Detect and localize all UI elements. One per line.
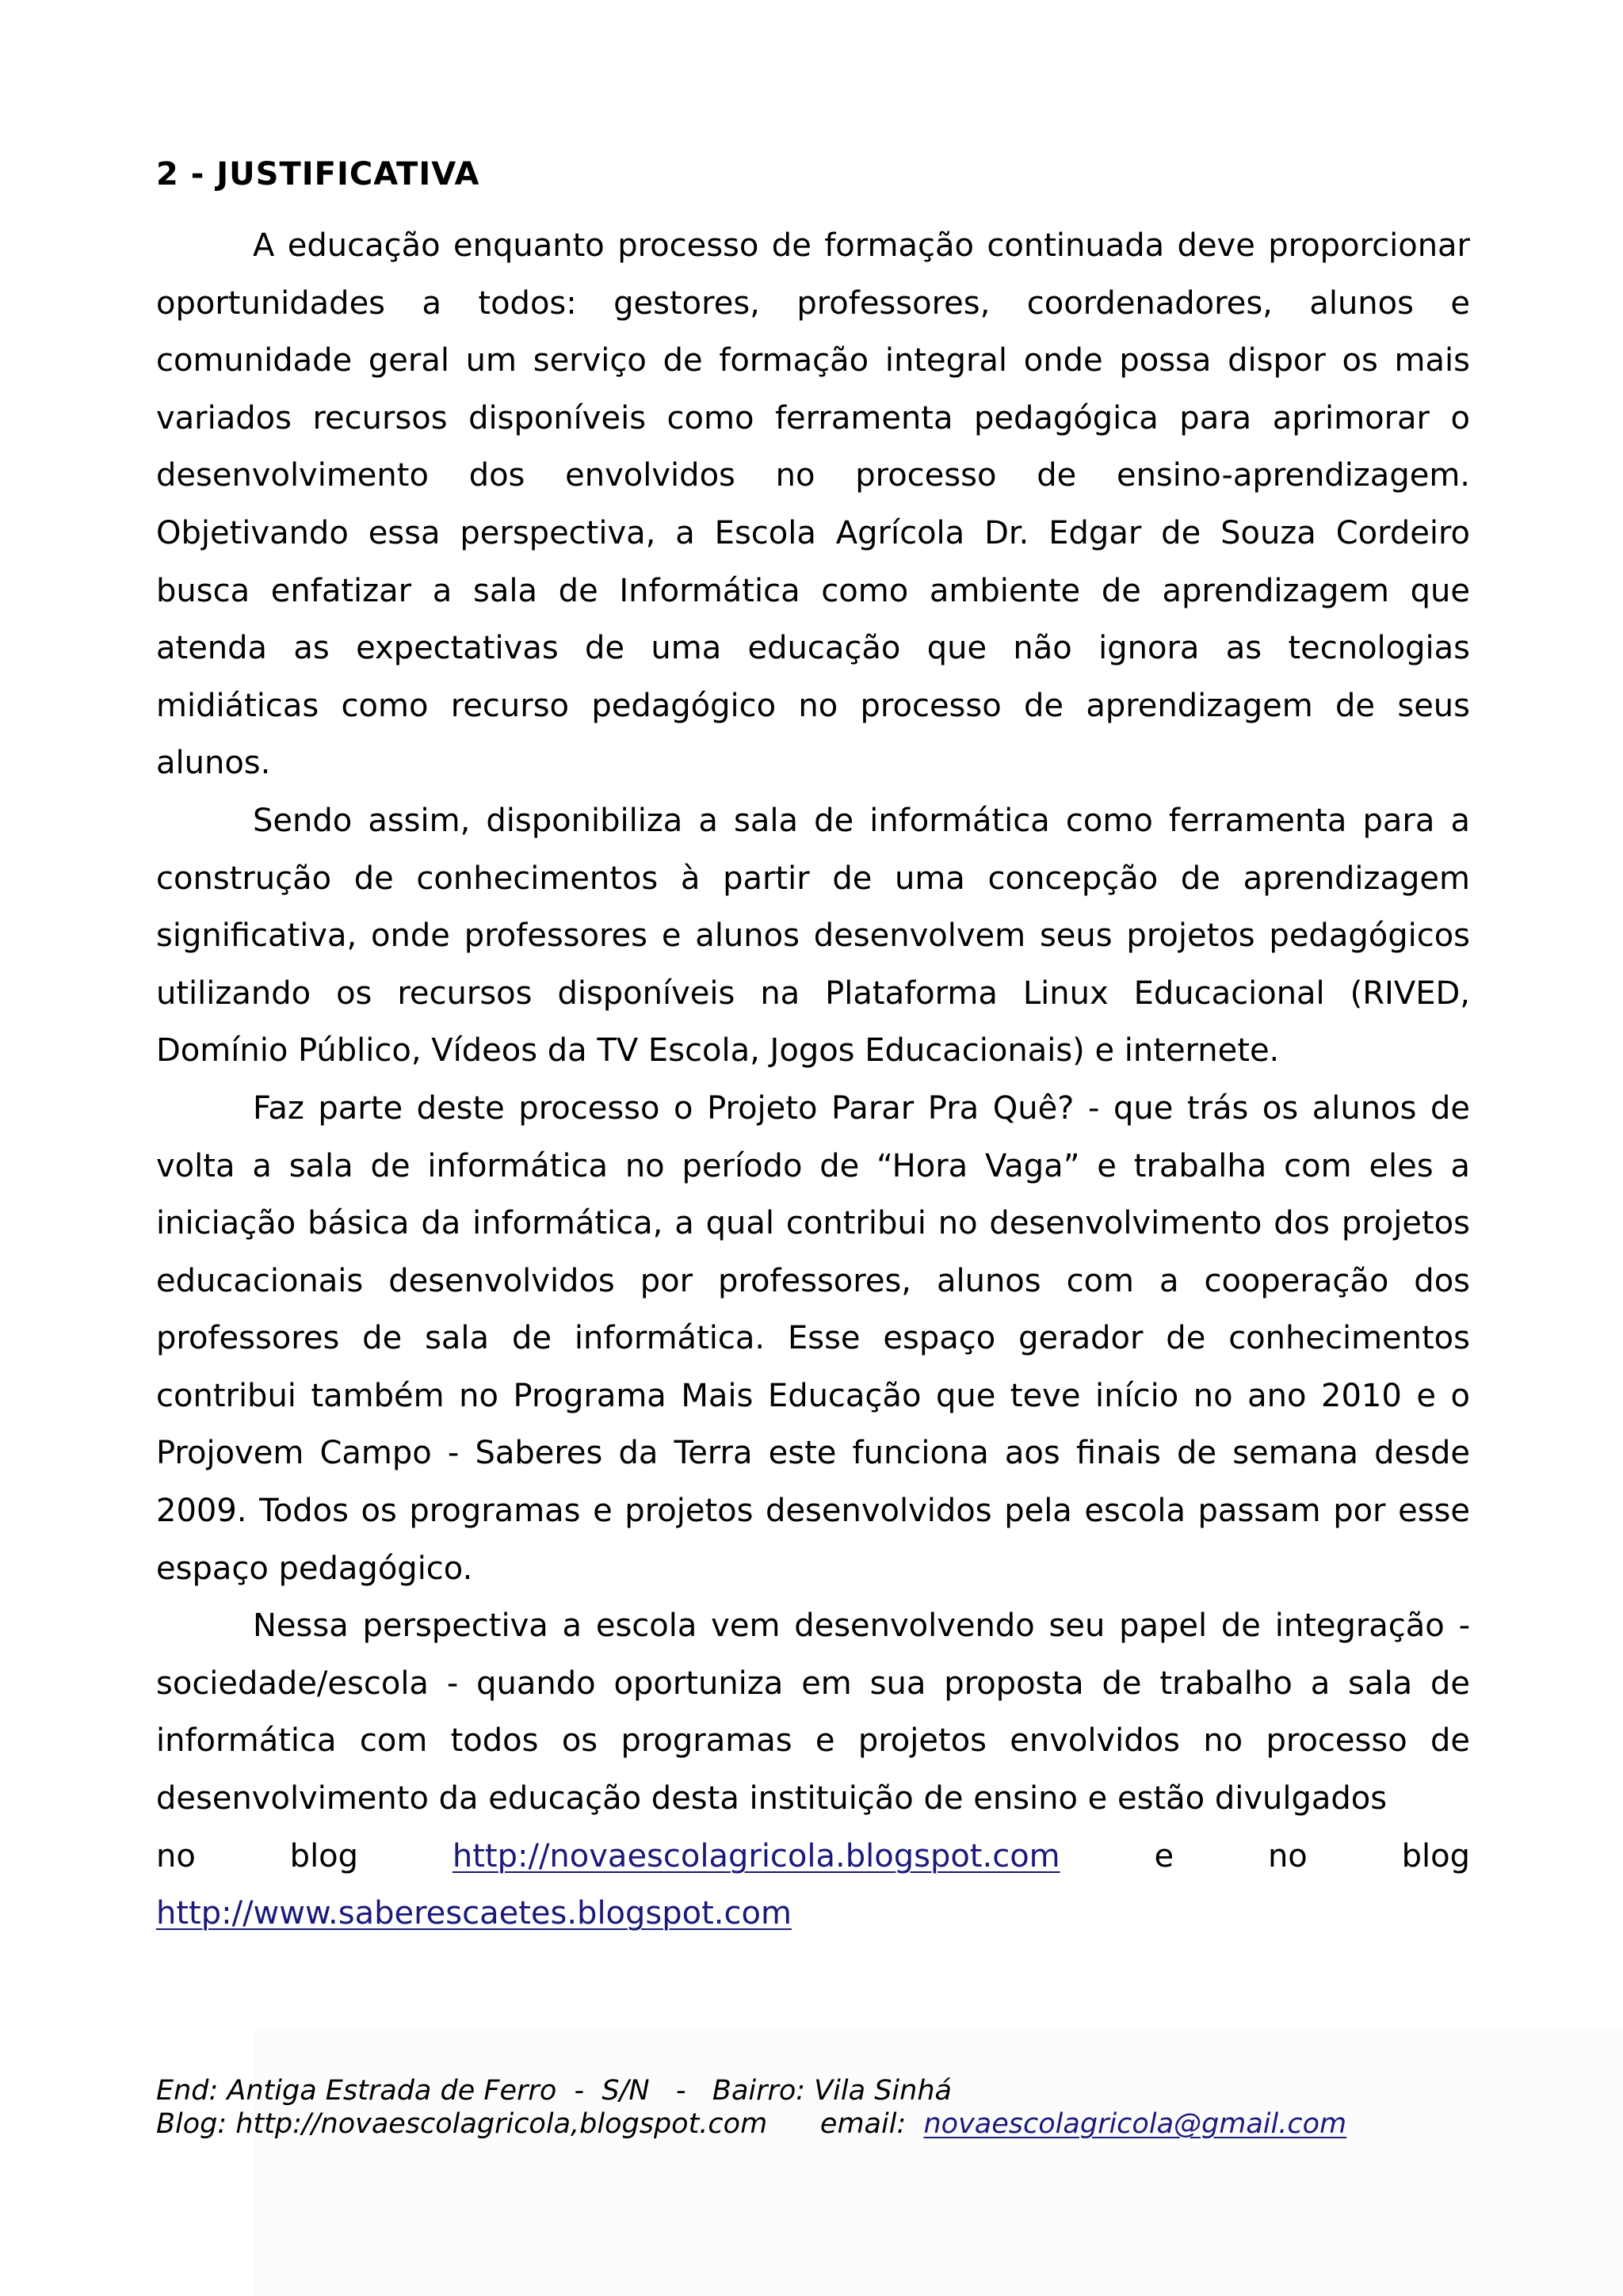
footer-contact-line <box>156 2107 1470 2141</box>
paragraph-4-links-line <box>156 1828 1470 1886</box>
footer-email-link[interactable]: novaescolagricola@gmail.com <box>923 2108 1347 2140</box>
word-blog-2: blog <box>1401 1837 1470 1875</box>
footer-address: End: Antiga Estrada de Ferro - S/N - Bairro: Vila Sinhá <box>156 2075 952 2107</box>
document-body <box>156 152 1470 1943</box>
footer-blog: Blog: http://novaescolagricola,blogspot.com email: <box>156 2108 924 2140</box>
paragraph-4 <box>156 1597 1470 1943</box>
paragraph-1: A educação enquanto processo de formação continuada deve proporcionar oportunidades a todos: gestores, professores, coordenadores, alunos e comunidade geral um serviço de formação integral onde possa dispor os mais variados recursos disponíveis como ferramenta pedagógica para aprimorar o desenvolvimento dos envolvidos no processo de ensino-aprendizagem. Objetivando essa perspectiva, a Escola Agrícola Dr. Edgar de Souza Cordeiro busca enfatizar a sala de Informática como ambiente de aprendizagem que atenda as expectativas de uma educação que não ignora as tecnologias midiáticas como recurso pedagógico no processo de aprendizagem de seus alunos. <box>156 227 1470 782</box>
section-heading: 2 - JUSTIFICATIVA <box>156 156 480 193</box>
word-e: e <box>1154 1837 1174 1875</box>
blog-link-novaescolagricola[interactable]: http://novaescolagricola.blogspot.com <box>452 1837 1060 1875</box>
page-footer <box>156 2074 1470 2141</box>
paragraph-4-text: Nessa perspectiva a escola vem desenvolvendo seu papel de integração - sociedade/escola - quando oportuniza em sua proposta de trabalho a sala de informática com todos os programas e projetos envolvidos no processo de desenvolvimento da educação desta instituição de ensino e estão divulgados <box>156 1608 1470 1817</box>
paragraph-2: Sendo assim, disponibiliza a sala de informática como ferramenta para a construção de conhecimentos à partir de uma concepção de aprendizagem significativa, onde professores e alunos desenvolvem seus projetos pedagógicos utilizando os recursos disponíveis na Plataforma Linux Educacional (RIVED, Domínio Público, Vídeos da TV Escola, Jogos Educacionais) e internete. <box>156 802 1470 1070</box>
word-no-2: no <box>1267 1837 1308 1875</box>
word-no: no <box>156 1837 196 1875</box>
paragraph-3: Faz parte deste processo o Projeto Parar Pra Quê? - que trás os alunos de volta a sala de informática no período de “Hora Vaga” e trabalha com eles a iniciação básica da informática, a qual contribui no desenvolvimento dos projetos educacionais desenvolvidos por professores, alunos com a cooperação dos professores de sala de informática. Esse espaço gerador de conhecimentos contribui também no Programa Mais Educação que teve início no ano 2010 e o Projovem Campo - Saberes da Terra este funciona aos finais de semana desde 2009. Todos os programas e projetos desenvolvidos pela escola passam por esse espaço pedagógico. <box>156 1089 1470 1587</box>
paragraph-4-last-line <box>156 1885 1470 1943</box>
word-blog: blog <box>289 1837 359 1875</box>
page-shade <box>254 2028 1623 2296</box>
blog-link-saberescaetes[interactable]: http://www.saberescaetes.blogspot.com <box>156 1895 792 1932</box>
